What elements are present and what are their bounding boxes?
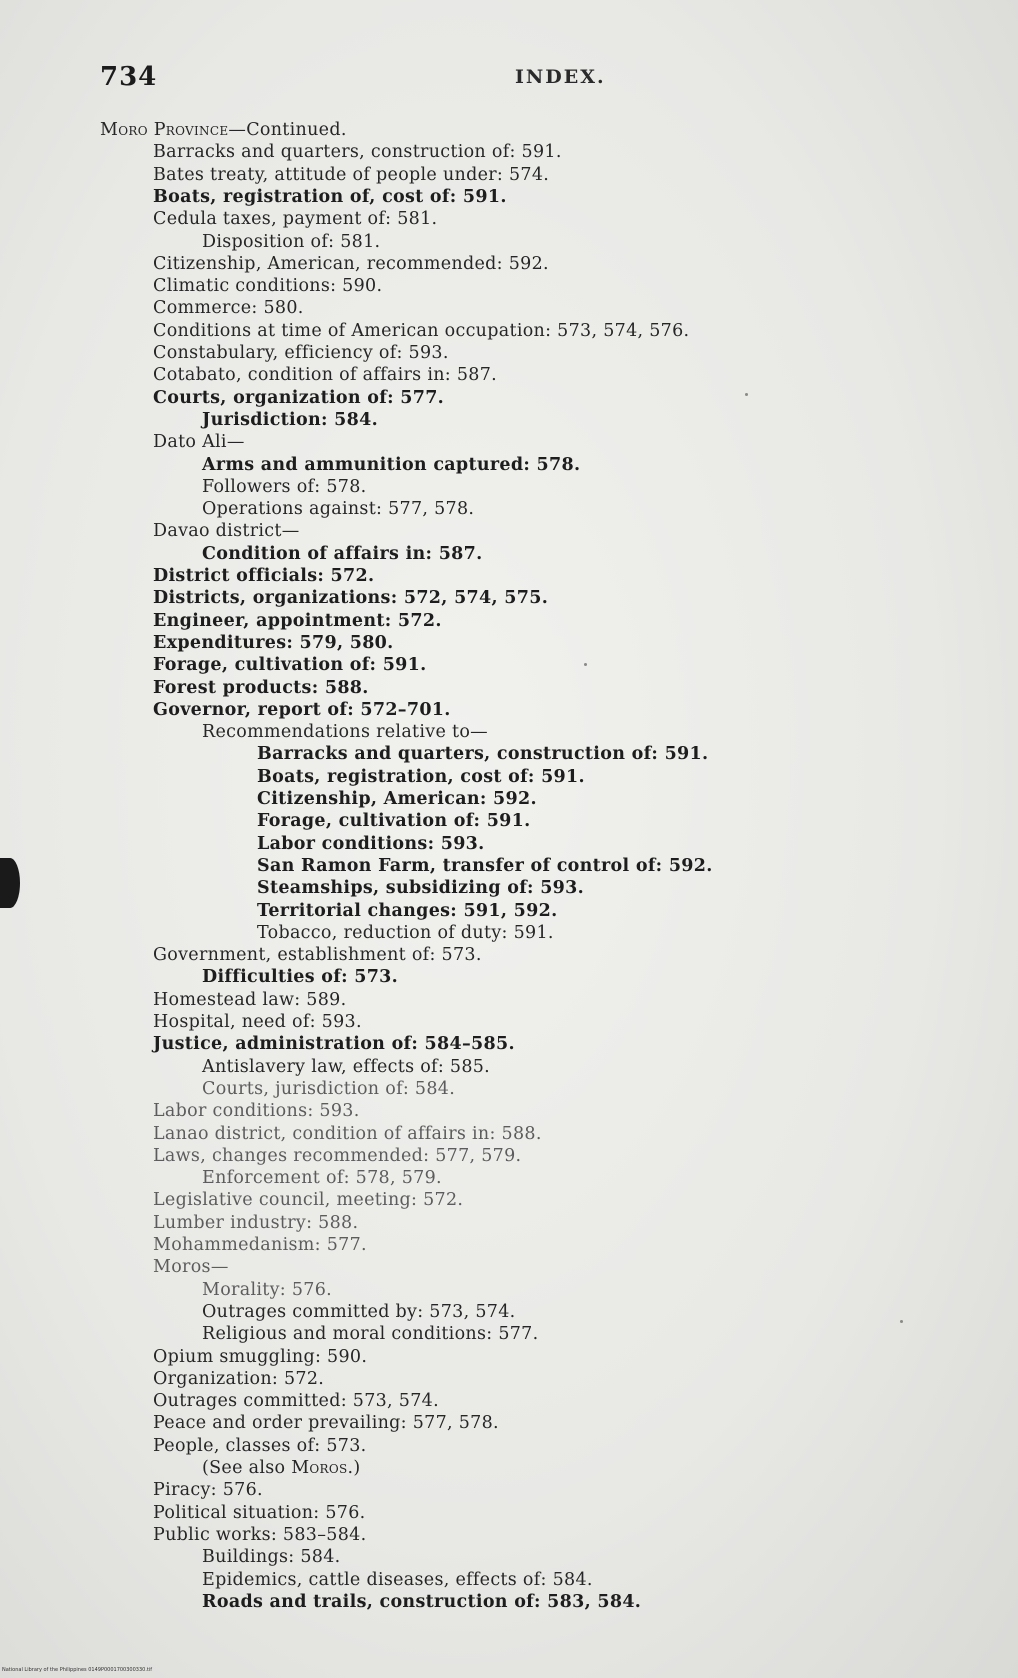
index-entry: Climatic conditions: 590. [153, 276, 383, 297]
index-entry: Public works: 583–584. [153, 1524, 367, 1545]
index-entry: Legislative council, meeting: 572. [153, 1190, 464, 1211]
index-subentry: Jurisdiction: 584. [202, 409, 378, 430]
index-subentry: Courts, jurisdiction of: 584. [202, 1078, 456, 1099]
index-entry: Forest products: 588. [153, 677, 369, 698]
index-subentry: Enforcement of: 578, 579. [202, 1168, 442, 1189]
index-subentry: Disposition of: 581. [202, 231, 381, 252]
index-entry: Dato Ali— [153, 432, 245, 453]
index-subsubentry: Steamships, subsidizing of: 593. [257, 878, 585, 899]
index-subsubentry: San Ramon Farm, transfer of control of: 592. [257, 855, 713, 876]
index-subentry: Condition of affairs in: 587. [202, 543, 483, 564]
index-entry: Davao district— [153, 521, 300, 542]
scan-speck [745, 393, 748, 396]
index-entry: Courts, organization of: 577. [153, 387, 445, 408]
index-subentry: Buildings: 584. [202, 1547, 341, 1568]
index-subsubentry: Citizenship, American: 592. [257, 789, 537, 809]
index-entry: Engineer, appointment: 572. [153, 610, 442, 631]
index-entry: Government, establishment of: 573. [153, 945, 482, 966]
index-subsubentry: Labor conditions: 593. [257, 833, 485, 854]
index-subentry: Followers of: 578. [202, 476, 367, 497]
index-entry: Moros— [153, 1257, 229, 1278]
index-entry: Commerce: 580. [153, 298, 304, 319]
index-entry: Citizenship, American, recommended: 592. [153, 253, 549, 274]
index-entry: Labor conditions: 593. [153, 1101, 360, 1122]
index-entry: Conditions at time of American occupation: 573, 574, 576. [153, 320, 690, 341]
index-subsubentry: Tobacco, reduction of duty: 591. [257, 922, 554, 943]
index-entry: Political situation: 576. [153, 1502, 366, 1523]
index-subentry: Outrages committed by: 573, 574. [202, 1301, 516, 1322]
index-entry: Peace and order prevailing: 577, 578. [153, 1413, 499, 1434]
index-entry: Homestead law: 589. [153, 989, 347, 1010]
see-also-ref: Moros.) [291, 1458, 361, 1478]
index-subentry: Religious and moral conditions: 577. [202, 1324, 539, 1345]
index-entry: Cotabato, condition of affairs in: 587. [153, 365, 498, 386]
scan-artifact [0, 858, 20, 908]
scan-speck [900, 1320, 903, 1323]
running-head: INDEX. [515, 66, 606, 88]
index-subsubentry: Barracks and quarters, construction of: 591. [257, 744, 709, 765]
see-also-prefix: (See also [202, 1458, 292, 1478]
index-subsubentry: Forage, cultivation of: 591. [257, 811, 531, 832]
index-subentry: Operations against: 577, 578. [202, 499, 475, 520]
index-subentry: Recommendations relative to— [202, 722, 488, 743]
index-subentry: Arms and ammunition captured: 578. [202, 454, 581, 475]
scan-footer: National Library of the Philippines 0149P0001700300330.tif [2, 1667, 153, 1673]
index-entry: Expenditures: 579, 580. [153, 632, 394, 653]
index-subsubentry: Boats, registration, cost of: 591. [257, 766, 585, 787]
see-also-note [202, 1457, 361, 1479]
index-entry: Laws, changes recommended: 577, 579. [153, 1145, 522, 1166]
index-subentry: Morality: 576. [202, 1279, 332, 1300]
index-entry: District officials: 572. [153, 566, 375, 586]
index-entry: Forage, cultivation of: 591. [153, 655, 427, 676]
index-entry: Lumber industry: 588. [153, 1212, 359, 1233]
index-entry: Boats, registration of, cost of: 591. [153, 186, 507, 207]
index-entry: Hospital, need of: 593. [153, 1012, 362, 1032]
heading-continued: —Continued. [228, 120, 347, 140]
heading-main: Moro Province [100, 120, 229, 140]
index-entry: Outrages committed: 573, 574. [153, 1391, 439, 1412]
index-entry: Bates treaty, attitude of people under: 574. [153, 164, 550, 185]
index-subentry: Epidemics, cattle diseases, effects of: 584. [202, 1569, 593, 1590]
index-entry: Mohammedanism: 577. [153, 1235, 367, 1255]
index-entry: Districts, organizations: 572, 574, 575. [153, 588, 549, 609]
index-subentry: Roads and trails, construction of: 583, 584. [202, 1591, 642, 1612]
index-entry: Justice, administration of: 584–585. [153, 1034, 515, 1055]
index-entry: Organization: 572. [153, 1368, 325, 1389]
index-entry: Constabulary, efficiency of: 593. [153, 343, 449, 363]
index-heading [100, 119, 347, 141]
index-entry: Cedula taxes, payment of: 581. [153, 209, 438, 230]
page-header [0, 62, 1018, 102]
index-entry: Opium smuggling: 590. [153, 1346, 368, 1367]
index-subentry: Antislavery law, effects of: 585. [202, 1056, 491, 1077]
index-subentry: Difficulties of: 573. [202, 967, 399, 988]
index-entry: Piracy: 576. [153, 1480, 263, 1501]
index-entry: Barracks and quarters, construction of: 591. [153, 142, 562, 163]
index-entry: Governor, report of: 572–701. [153, 699, 451, 720]
index-entry: People, classes of: 573. [153, 1435, 367, 1456]
index-subsubentry: Territorial changes: 591, 592. [257, 900, 558, 921]
page-number: 734 [100, 62, 158, 92]
scan-speck [584, 663, 587, 666]
index-entry: Lanao district, condition of affairs in: 588. [153, 1123, 542, 1144]
